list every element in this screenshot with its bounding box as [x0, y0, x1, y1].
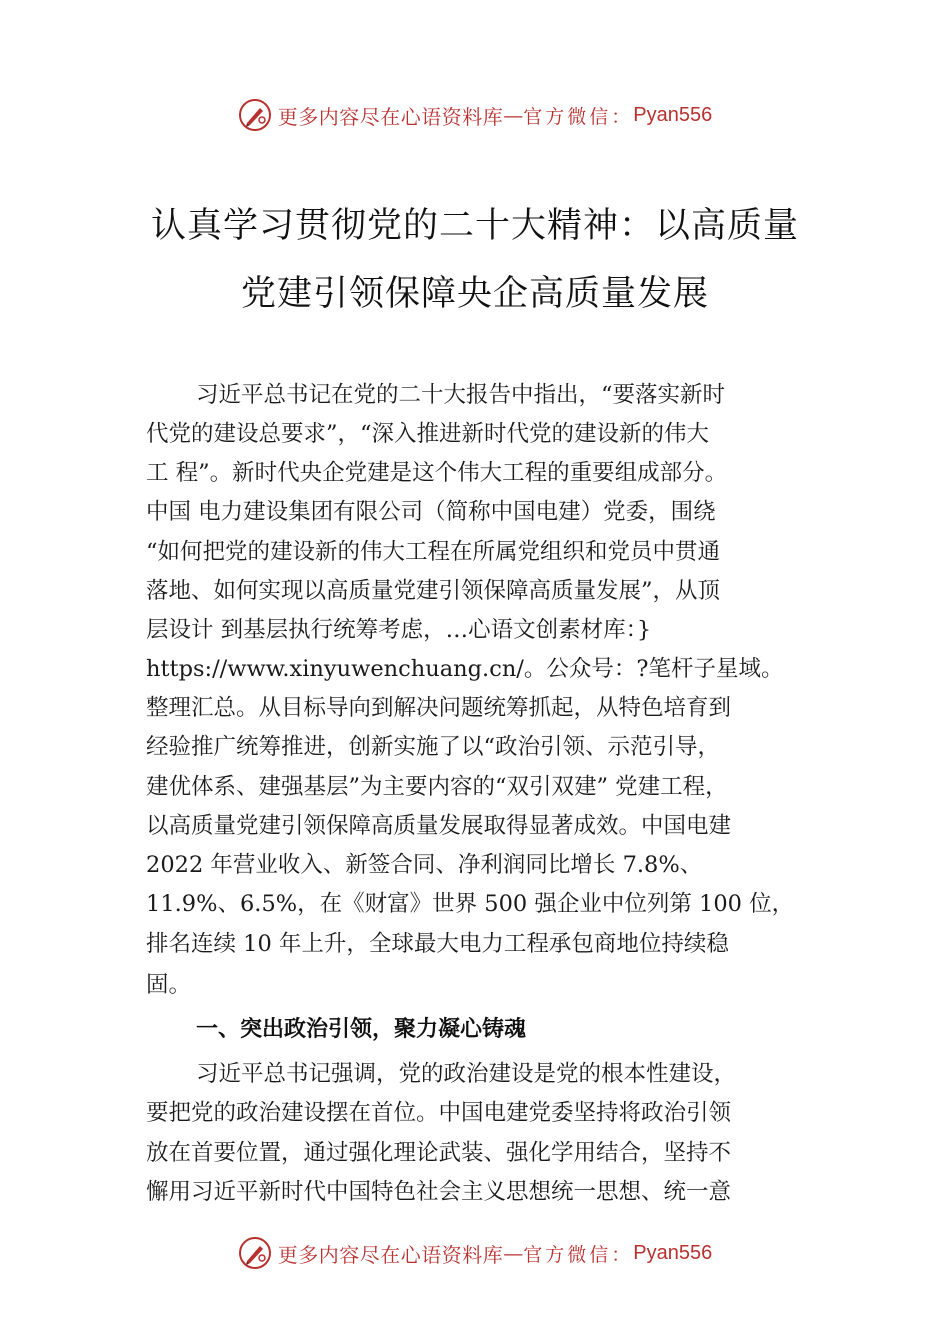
- paragraph-1-line: 以高质量党建引领保障高质量发展取得显著成效。中国电建: [146, 813, 732, 839]
- paragraph-1-line: 工 程”。新时代央企党建是这个伟大工程的重要组成部分。: [146, 460, 728, 486]
- footer-banner: [0, 1233, 950, 1273]
- section-heading: 一、突出政治引领，聚力凝心铸魂: [196, 1017, 527, 1042]
- wechat-id: Pyan556: [633, 1241, 713, 1264]
- page-title-line-2: 党建引领保障央企高质量发展: [240, 274, 709, 314]
- paragraph-1-line: 习近平总书记在党的二十大报告中指出，“要落实新时: [196, 382, 726, 408]
- paragraph-2-line: 要把党的政治建设摆在首位。中国电建党委坚持将政治引领: [146, 1100, 732, 1126]
- banner-label: 官方微信：: [523, 105, 634, 128]
- banner-separator: —: [503, 103, 524, 127]
- banner-label: 官方微信：: [523, 1243, 634, 1266]
- paragraph-2-line: 放在首要位置，通过强化理论武装、强化学用结合，坚持不: [146, 1140, 732, 1166]
- paragraph-2-line: 习近平总书记强调，党的政治建设是党的根本性建设，: [196, 1061, 737, 1087]
- paragraph-1-line: https://www.xinyuwenchuang.cn/。公众号：?笔杆子星域。: [146, 656, 784, 682]
- paragraph-1-line: 11.9%、6.5%，在《财富》世界 500 强企业中位列第 100 位，: [146, 891, 795, 917]
- paragraph-1-line: 排名连续 10 年上升，全球最大电力工程承包商地位持续稳: [146, 931, 729, 957]
- pen-logo-icon: [238, 1236, 272, 1270]
- paragraph-1-line: 经验推广统筹推进，创新实施了以“政治引领、示范引导，: [146, 734, 721, 760]
- paragraph-1-line: 2022 年营业收入、新签合同、净利润同比增长 7.8%、: [146, 852, 703, 878]
- paragraph-1-line: 层设计 到基层执行统筹考虑，…心语文创素材库：}: [146, 617, 652, 643]
- banner-text: 更多内容尽在心语资料库: [277, 104, 504, 129]
- wechat-id: Pyan556: [633, 103, 713, 126]
- paragraph-2-line: 懈用习近平新时代中国特色社会主义思想统一思想、统一意: [146, 1179, 732, 1205]
- paragraph-1-line: “如何把党的建设新的伟大工程在所属党组织和党员中贯通: [146, 539, 721, 565]
- header-banner: [0, 95, 950, 135]
- paragraph-1-line: 中国 电力建设集团有限公司（简称中国电建）党委，围绕: [146, 499, 716, 525]
- pen-logo-icon: [238, 98, 272, 132]
- paragraph-1-line: 代党的建设总要求”，“深入推进新时代党的建设新的伟大: [146, 421, 710, 447]
- banner-separator: —: [503, 1241, 524, 1265]
- paragraph-1-line: 整理汇总。从目标导向到解决问题统筹抓起，从特色培育到: [146, 695, 732, 721]
- page-title-line-1: 认真学习贯彻党的二十大精神：以高质量: [150, 206, 799, 246]
- paragraph-1-line: 建优体系、建强基层”为主要内容的“双引双建” 党建工程，: [146, 774, 728, 800]
- banner-text: 更多内容尽在心语资料库: [277, 1242, 504, 1267]
- paragraph-1-line: 固。: [146, 972, 192, 998]
- paragraph-1-line: 落地、如何实现以高质量党建引领保障高质量发展”，从顶: [146, 578, 721, 604]
